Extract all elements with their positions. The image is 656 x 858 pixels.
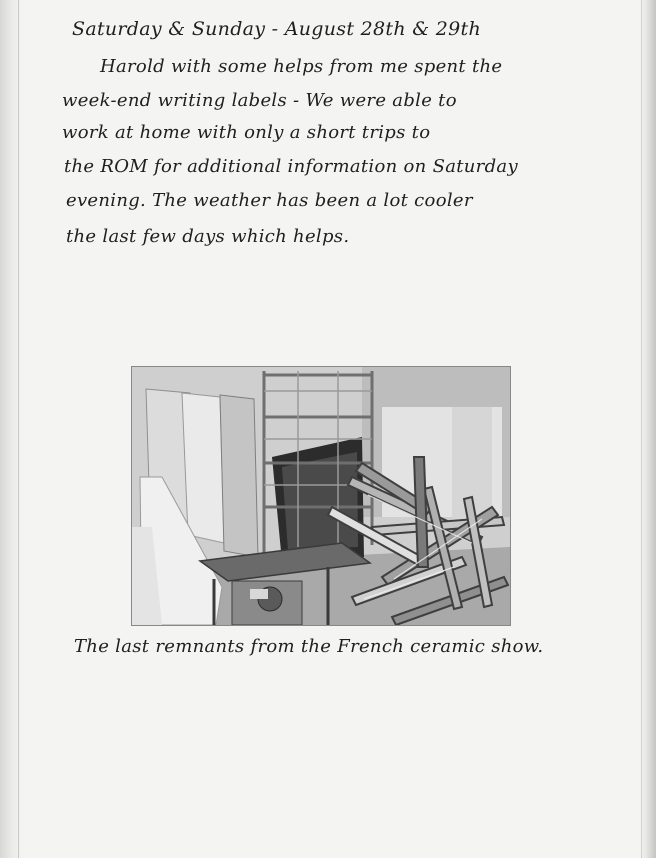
- entry-line-3: work at home with only a short trips to: [62, 122, 431, 143]
- photo-caption: The last remnants from the French ceramic show.: [74, 636, 544, 657]
- gallery-remnants-photo: [131, 366, 511, 626]
- entry-line-5: evening. The weather has been a lot cooler: [66, 190, 473, 211]
- binding-line: [18, 0, 19, 858]
- entry-line-4: the ROM for additional information on Saturday: [64, 156, 518, 177]
- entry-line-2: week-end writing labels - We were able to: [62, 90, 457, 111]
- entry-line-6: the last few days which helps.: [66, 226, 350, 247]
- page-right-edge: [640, 0, 656, 858]
- entry-heading: Saturday & Sunday - August 28th & 29th: [72, 18, 481, 40]
- page-edge-line: [641, 0, 642, 858]
- entry-line-1: Harold with some helps from me spent the: [100, 56, 503, 77]
